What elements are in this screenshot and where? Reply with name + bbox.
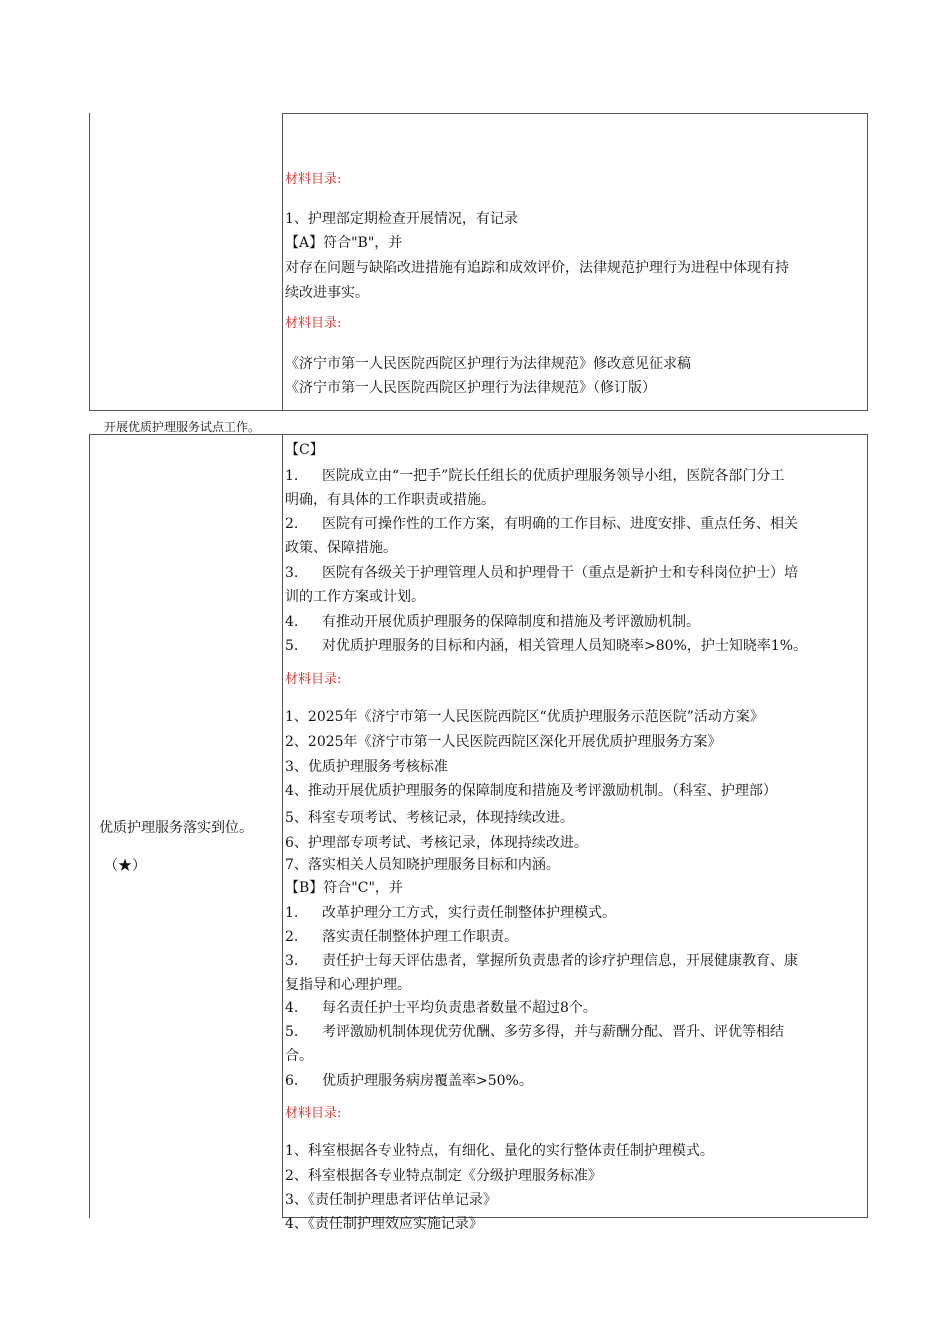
material-item: 2、科室根据各专业特点制定《分级护理服务标准》: [285, 1168, 602, 1184]
list-item: 改革护理分工方式，实行责任制整体护理模式。: [322, 905, 616, 921]
section-caption: 开展优质护理服务试点工作。: [104, 420, 261, 434]
list-item: 医院成立由“一把手”院长任组长的优质护理服务领导小组，医院各部门分工: [322, 468, 785, 484]
material-item: 《济宁市第一人民医院西院区护理行为法律规范》（修订版）: [285, 380, 656, 396]
list-item: 医院有各级关于护理管理人员和护理骨干（重点是新护士和专科岗位护士）培: [322, 565, 798, 581]
table-1-top-border: [282, 113, 868, 114]
material-item: 1、科室根据各专业特点，有细化、量化的实行整体责任制护理模式。: [285, 1143, 714, 1159]
list-item: 每名责任护士平均负责患者数量不超过8个。: [322, 1000, 597, 1016]
list-item-number: 5.: [285, 1024, 299, 1040]
material-item: 5、科室专项考试、考核记录，体现持续改进。: [285, 810, 574, 826]
material-item: 2、2025年《济宁市第一人民医院西院区深化开展优质护理服务方案》: [285, 734, 722, 750]
table-2-right-border: [867, 434, 868, 1218]
material-item: 6、护理部专项考试、考核记录，体现持续改进。: [285, 835, 588, 851]
list-item: 优质护理服务病房覆盖率>50%。: [322, 1073, 533, 1089]
list-item: 责任护士每天评估患者，掌握所负责患者的诊疗护理信息，开展健康教育、康: [322, 953, 798, 969]
grade-a-header: 【A】符合"B"，并: [285, 235, 403, 251]
list-item-continued: 合。: [285, 1048, 313, 1064]
table-2-column-divider: [282, 434, 283, 1218]
table-2-top-border: [89, 434, 868, 435]
list-item: 落实责任制整体护理工作职责。: [322, 929, 518, 945]
list-item: 有推动开展优质护理服务的保障制度和措施及考评激励机制。: [322, 614, 700, 630]
material-item: 《济宁市第一人民医院西院区护理行为法律规范》修改意见征求稿: [285, 356, 691, 372]
clipped-line-container: [285, 1214, 845, 1232]
list-item: 考评激励机制体现优劳优酬、多劳多得，并与薪酬分配、晋升、评优等相结: [322, 1024, 784, 1040]
list-item-number: 1.: [285, 905, 299, 921]
list-item: 医院有可操作性的工作方案，有明确的工作目标、进度安排、重点任务、相关: [322, 516, 798, 532]
materials-label: 材料目录:: [285, 1106, 342, 1121]
list-item-number: 4.: [285, 614, 299, 630]
text-line: 1、护理部定期检查开展情况，有记录: [285, 211, 518, 227]
list-item-number: 4.: [285, 1000, 299, 1016]
list-item-number: 3.: [285, 953, 299, 969]
material-item: 1、2025年《济宁市第一人民医院西院区“优质护理服务示范医院”活动方案》: [285, 709, 764, 725]
grade-c-header: 【C】: [285, 442, 324, 458]
material-item-clipped: 4、《责任制护理效应实施记录》: [285, 1216, 483, 1232]
material-item: 3、《责任制护理患者评估单记录》: [285, 1192, 497, 1208]
materials-label: 材料目录:: [285, 316, 342, 331]
materials-label: 材料目录:: [285, 172, 342, 187]
grade-b-header: 【B】符合"C"，并: [285, 880, 403, 896]
list-item-number: 2.: [285, 516, 299, 532]
table-1-left-border: [89, 113, 90, 411]
table-1-column-divider: [282, 113, 283, 411]
list-item-number: 3.: [285, 565, 299, 581]
item-title: 优质护理服务落实到位。: [99, 820, 253, 836]
text-line: 续改进事实。: [285, 285, 369, 301]
material-item: 3、优质护理服务考核标准: [285, 759, 448, 775]
list-item: 对优质护理服务的目标和内涵，相关管理人员知晓率>80%，护士知晓率1%。: [322, 638, 808, 654]
list-item-continued: 政策、保障措施。: [285, 540, 397, 556]
star-marker: （★）: [104, 858, 146, 874]
list-item-continued: 训的工作方案或计划。: [285, 589, 425, 605]
table-1-right-border: [867, 113, 868, 411]
table-1-bottom-border: [89, 410, 868, 411]
list-item-continued: 复指导和心理护理。: [285, 977, 411, 993]
list-item-number: 5.: [285, 638, 299, 654]
materials-label: 材料目录:: [285, 672, 342, 687]
list-item-number: 2.: [285, 929, 299, 945]
text-line: 对存在问题与缺陷改进措施有追踪和成效评价，法律规范护理行为进程中体现有持: [285, 260, 789, 276]
list-item-number: 6.: [285, 1073, 299, 1089]
list-item-number: 1.: [285, 468, 299, 484]
material-item: 7、落实相关人员知晓护理服务目标和内涵。: [285, 857, 560, 873]
list-item-continued: 明确，有具体的工作职责或措施。: [285, 492, 495, 508]
table-2-left-border: [89, 434, 90, 1218]
material-item: 4、推动开展优质护理服务的保障制度和措施及考评激励机制。（科室、护理部）: [285, 783, 777, 799]
